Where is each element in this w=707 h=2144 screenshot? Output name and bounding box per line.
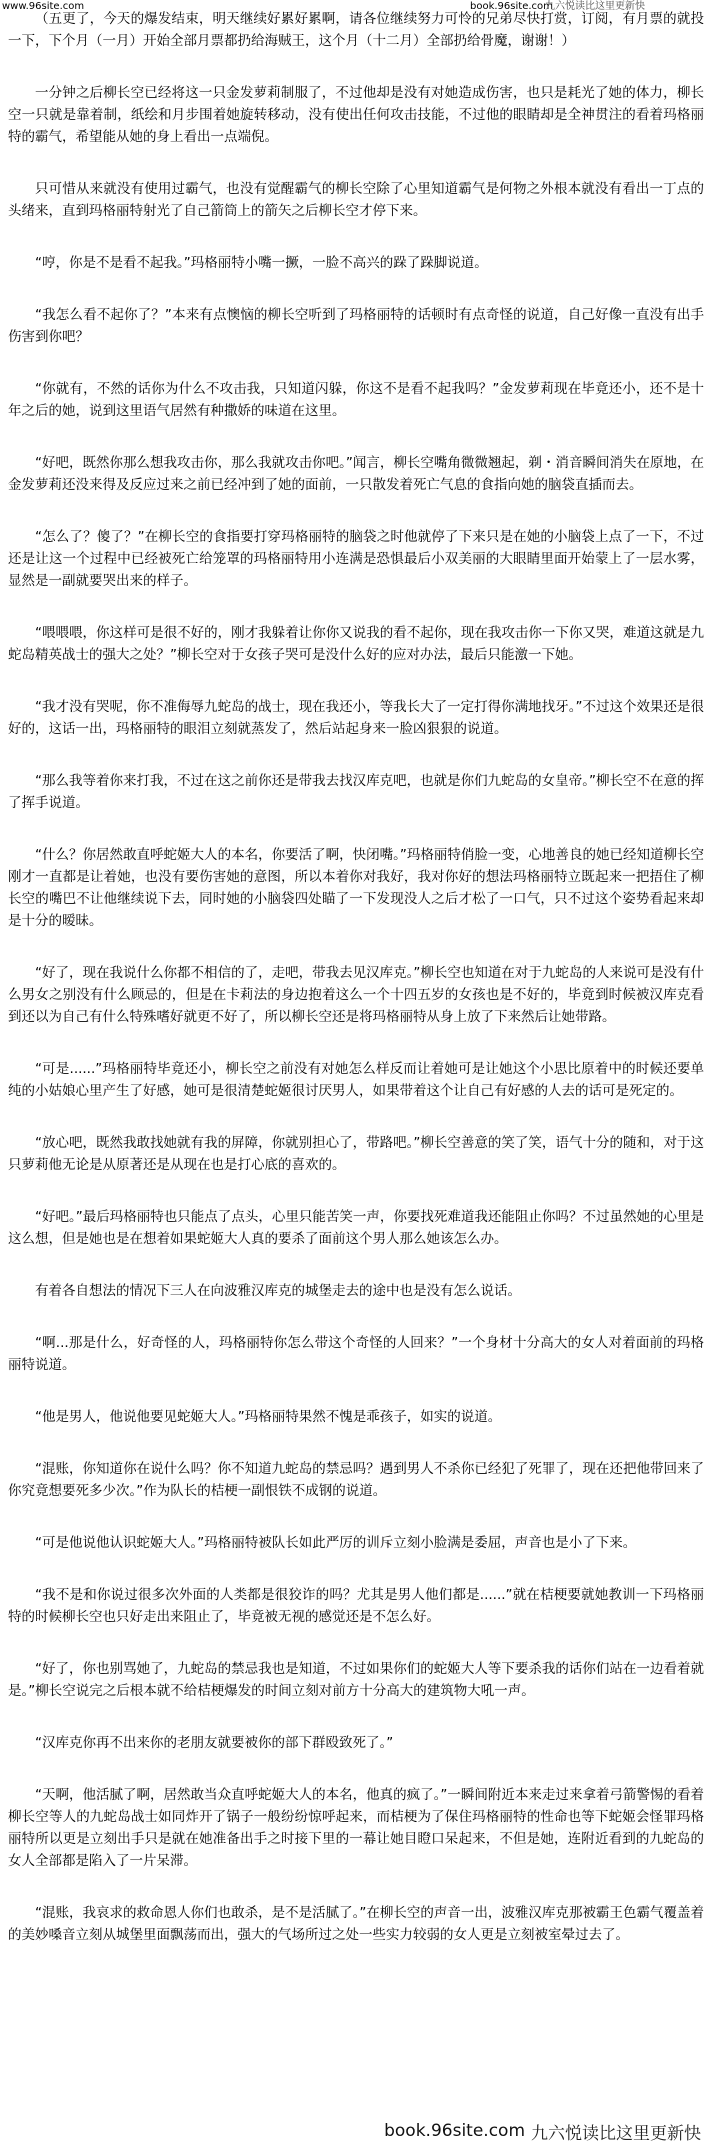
chapter-text (8, 8, 704, 1976)
paragraph: “天啊，他活腻了啊，居然敢当众直呼蛇姬大人的本名，他真的疯了。”一瞬间附近本来走过来拿着弓箭警惕的看着柳长空等人的九蛇岛战士如同炸开了锅子一般纷纷惊呼起来，而桔梗为了保住玛格丽特的性命也等下蛇姬会怪罪玛格丽特所以更是立刻出手只是就在她准备出手之时接下里的一幕让她目瞪口呆起来，不但是她，连附近看到的九蛇岛的女人全部都是陷入了一片呆滞。 (8, 1787, 704, 1869)
site-watermark-center: book.96site.com (470, 1, 553, 12)
paragraph: “混账，你知道你在说什么吗？你不知道九蛇岛的禁忌吗？遇到男人不杀你已经犯了死罪了，现在还把他带回来了你究竟想要死多少次。”作为队长的桔梗一副恨铁不成钢的说道。 (8, 1461, 704, 1499)
footer-slogan: 九六悦读比这里更新快 (531, 2123, 701, 2144)
paragraph: “可是他说他认识蛇姬大人。”玛格丽特被队长如此严厉的训斥立刻小脸满是委屈，声音也是小了下来。 (35, 1535, 637, 1551)
paragraph: “好了，现在我说什么你都不相信的了，走吧，带我去见汉库克。”柳长空也知道在对于九蛇岛的人来说可是没有什么男女之别没有什么顾忌的，但是在卡莉法的身边抱着这么一个十四五岁的女孩也是不好的，毕竟到时候被汉库克看到还以为自己有什么特殊嗜好就更不好了，所以柳长空还是将玛格丽特从身上放了下来然后让她带路。 (8, 965, 704, 1025)
site-watermark-left: www.96site.com (2, 1, 85, 12)
paragraph: “好了，你也别骂她了，九蛇岛的禁忌我也是知道，不过如果你们的蛇姬大人等下要杀我的话你们站在一边看着就是。”柳长空说完之后根本就不给桔梗爆发的时间立刻对前方十分高大的建筑物大吼一声。 (8, 1661, 704, 1699)
paragraph: “好吧，既然你那么想我攻击你，那么我就攻击你吧。”闻言，柳长空嘴角微微翘起，剃・消音瞬间消失在原地，在金发萝莉还没来得及反应过来之前已经冲到了她的面前，一只散发着死亡气息的食指向她的脑袋直插而去。 (8, 455, 704, 493)
paragraph: “你就有，不然的话你为什么不攻击我，只知道闪躲，你这不是看不起我吗？”金发萝莉现在毕竟还小，还不是十年之后的她，说到这里语气居然有种撒娇的味道在这里。 (8, 381, 704, 419)
site-watermark-right: 九六悦读比这里更新快 (545, 1, 645, 12)
paragraph: （五更了，今天的爆发结束，明天继续好累好累啊，请各位继续努力可怜的兄弟尽快打赏，订阅，有月票的就投一下，下个月（一月）开始全部月票都扔给海贼王，这个月（十二月）全部扔给骨魔，谢谢！） (8, 11, 704, 49)
page-footer (384, 2118, 701, 2144)
paragraph: “可是......”玛格丽特毕竟还小，柳长空之前没有对她怎么样反而让着她可是让她这个小思比原着中的时候还要单纯的小姑娘心里产生了好感，她可是很清楚蛇姬很讨厌男人，如果带着这个让自己有好感的人去的话可是死定的。 (8, 1061, 704, 1099)
paragraph: “混账，我哀求的救命恩人你们也敢杀，是不是活腻了。”在柳长空的声音一出，波雅汉库克那被霸王色霸气覆盖着的美妙嗓音立刻从城堡里面飘荡而出，强大的气场所过之处一些实力较弱的女人更是立刻被室晕过去了。 (8, 1905, 704, 1943)
paragraph: “我才没有哭呢，你不准侮辱九蛇岛的战士，现在我还小，等我长大了一定打得你满地找牙。”不过这个效果还是很好的，这话一出，玛格丽特的眼泪立刻就蒸发了，然后站起身来一脸凶狠狠的说道。 (8, 699, 704, 737)
paragraph: 只可惜从来就没有使用过霸气，也没有觉醒霸气的柳长空除了心里知道霸气是何物之外根本就没有看出一丁点的头绪来，直到玛格丽特射光了自己箭筒上的箭矢之后柳长空才停下来。 (8, 181, 704, 219)
footer-domain: book.96site.com (384, 2121, 525, 2141)
paragraph: “汉库克你再不出来你的老朋友就要被你的部下群殴致死了。” (35, 1735, 394, 1751)
paragraph: “啊...那是什么，好奇怪的人，玛格丽特你怎么带这个奇怪的人回来？”一个身材十分高大的女人对着面前的玛格丽特说道。 (8, 1335, 704, 1373)
paragraph: 一分钟之后柳长空已经将这一只金发萝莉制服了，不过他却是没有对她造成伤害，也只是耗光了她的体力，柳长空一只就是靠着制，纸绘和月步围着她旋转移动，没有使出任何攻击技能，不过他的眼睛却是全神贯注的看着玛格丽特的霸气，希望能从她的身上看出一点端倪。 (8, 85, 704, 145)
paragraph: “喂喂喂，你这样可是很不好的，刚才我躲着让你你又说我的看不起你，现在我攻击你一下你又哭，难道这就是九蛇岛精英战士的强大之处？”柳长空对于女孩子哭可是没什么好的应对办法，最后只能激一下她。 (8, 625, 704, 663)
paragraph: “那么我等着你来打我，不过在这之前你还是带我去找汉库克吧，也就是你们九蛇岛的女皇帝。”柳长空不在意的挥了挥手说道。 (8, 773, 704, 811)
paragraph: “什么？你居然敢直呼蛇姬大人的本名，你要活了啊，快闭嘴。”玛格丽特俏脸一变，心地善良的她已经知道柳长空刚才一直都是让着她，也没有要伤害她的意图，所以本着你对我好，我对你好的想法玛格丽特立既起来一把捂住了柳长空的嘴巴不让他继续说下去，同时她的小脑袋四处瞄了一下发现没人之后才松了一口气，只不过这个姿势看起来却是十分的暧昧。 (8, 847, 704, 929)
paragraph: “我不是和你说过很多次外面的人类都是很狡诈的吗？尤其是男人他们都是......”就在桔梗要就她教训一下玛格丽特的时候柳长空也只好走出来阻止了，毕竟被无视的感觉还是不怎么好。 (8, 1587, 704, 1625)
paragraph: “怎么了？傻了？”在柳长空的食指要打穿玛格丽特的脑袋之时他就停了下来只是在她的小脑袋上点了一下，不过还是让这一个过程中已经被死亡给笼罩的玛格丽特用小连满是恐惧最后小双美丽的大眼睛里面开始蒙上了一层水雾，显然是一副就要哭出来的样子。 (8, 529, 704, 589)
paragraph: “放心吧，既然我敢找她就有我的屏障，你就别担心了，带路吧。”柳长空善意的笑了笑，语气十分的随和，对于这只萝莉他无论是从原著还是从现在也是打心底的喜欢的。 (8, 1135, 704, 1173)
paragraph: “我怎么看不起你了？”本来有点懊恼的柳长空听到了玛格丽特的话顿时有点奇怪的说道，自己好像一直没有出手伤害到你吧？ (8, 307, 704, 345)
paragraph: 有着各自想法的情况下三人在向波雅汉库克的城堡走去的途中也是没有怎么说话。 (35, 1283, 521, 1299)
paragraph: “他是男人，他说他要见蛇姬大人。”玛格丽特果然不愧是乖孩子，如实的说道。 (35, 1409, 502, 1425)
paragraph: “好吧。”最后玛格丽特也只能点了点头，心里只能苦笑一声，你要找死难道我还能阻止你吗？不过虽然她的心里是这么想，但是她也是在想着如果蛇姬大人真的要杀了面前这个男人那么她该怎么办。 (8, 1209, 704, 1247)
paragraph: “哼，你是不是看不起我。”玛格丽特小嘴一撅，一脸不高兴的跺了跺脚说道。 (35, 255, 488, 271)
